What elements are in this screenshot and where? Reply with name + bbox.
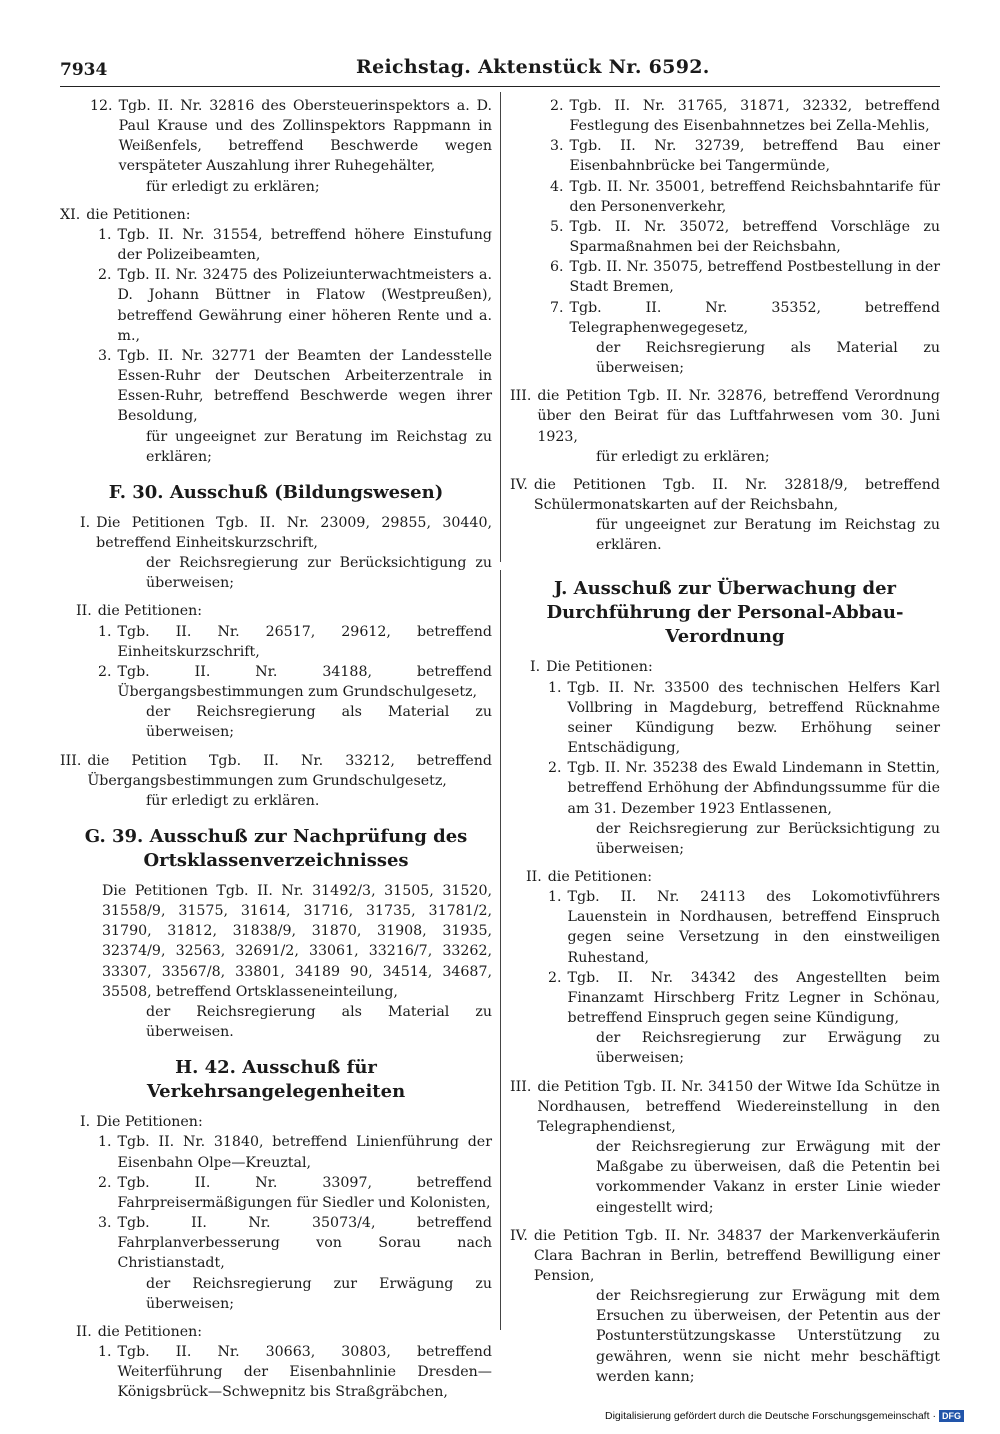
item-text: Tgb. II. Nr. 26517, 29612, betreffend Einheitskurzschrift, bbox=[117, 623, 492, 660]
item-text: Tgb. II. Nr. 32816 des Obersteuerinspektors a. D. Paul Krause und des Zollinspektors Rappmann in Weißenfels, betreffend Beschwerde wegen verspäteter Auszahlung ihrer Ruhegehälter, bbox=[118, 98, 492, 175]
section-head: Die Petitionen: bbox=[96, 1114, 203, 1131]
list-item bbox=[510, 678, 940, 759]
item-text: Tgb. II. Nr. 31840, betreffend Linienführung der Eisenbahn Olpe—Kreuztal, bbox=[117, 1134, 492, 1171]
item-text: Tgb. II. Nr. 30663, 30803, betreffend Weiterführung der Eisenbahnlinie Dresden—Königsbrück—Schwepnitz bis Straßgräbchen, bbox=[117, 1343, 492, 1401]
list-item bbox=[60, 265, 492, 346]
item-text: die Petition Tgb. II. Nr. 34150 der Witwe Ida Schütze in Nordhausen, betreffend Wiedereinstellung in den Telegraphendienst, bbox=[537, 1078, 940, 1135]
item-label: 12. bbox=[90, 98, 113, 114]
item-text: die Petition Tgb. II. Nr. 34837 der Markenverkäuferin Clara Bachran in Berlin, betreffend Bewilligung einer Pension, bbox=[533, 1227, 940, 1284]
list-item bbox=[60, 1173, 492, 1213]
roman-label: I. bbox=[530, 659, 541, 676]
roman-label: I. bbox=[80, 1114, 91, 1131]
section-head: die Petitionen: bbox=[97, 603, 203, 620]
item-text: Tgb. II. Nr. 35238 des Ewald Lindemann in Stettin, betreffend Erhöhung der Abfindungssumme für die am 31. Dezember 1923 Entlassenen, bbox=[567, 760, 940, 817]
roman-label: III. bbox=[510, 1078, 532, 1095]
roman-label: III. bbox=[510, 388, 532, 405]
section-j-i bbox=[510, 657, 940, 677]
verdict: der Reichsregierung als Material zu überweisen; bbox=[596, 339, 940, 377]
item-label: 1. bbox=[548, 679, 562, 696]
section-iv bbox=[510, 475, 940, 515]
section-iii bbox=[510, 386, 940, 446]
right-column bbox=[510, 96, 940, 1387]
list-item bbox=[60, 1342, 492, 1402]
item-text: Tgb. II. Nr. 34188, betreffend Übergangsbestimmungen zum Grundschulgesetz, bbox=[117, 663, 492, 701]
item-label: 2. bbox=[98, 663, 112, 680]
section-head: die Petitionen: bbox=[547, 869, 653, 885]
roman-label: III. bbox=[60, 752, 82, 769]
item-text: Tgb. II. Nr. 35072, betreffend Vorschläge zu Sparmaßnahmen bei der Reichsbahn, bbox=[569, 218, 940, 256]
section-xi bbox=[60, 205, 492, 225]
item-label: 2. bbox=[550, 98, 564, 114]
list-item bbox=[510, 177, 940, 217]
list-item bbox=[510, 298, 940, 338]
header-rule bbox=[60, 86, 940, 87]
item-text: Tgb. II. Nr. 31765, 31871, 32332, betreffend Festlegung des Eisenbahnnetzes bei Zella-Mehlis, bbox=[569, 98, 940, 135]
item-text: Tgb. II. Nr. 32739, betreffend Bau einer Eisenbahnbrücke bei Tangermünde, bbox=[569, 138, 940, 175]
verdict: für ungeeignet zur Beratung im Reichstag zu erklären; bbox=[146, 428, 492, 465]
section-heading-h: H. 42. Ausschuß für Verkehrsangelegenheiten bbox=[146, 1057, 406, 1103]
item-label: 5. bbox=[550, 218, 564, 235]
section-h-ii bbox=[60, 1322, 492, 1342]
item-label: 6. bbox=[550, 259, 564, 276]
list-item bbox=[60, 662, 492, 702]
verdict: der Reichsregierung zur Erwägung mit der Maßgabe zu überweisen, daß die Petentin bei vorkommender Vakanz in erster Linie wieder eingestellt wird; bbox=[596, 1139, 940, 1216]
item-label: 1. bbox=[98, 623, 112, 640]
section-f-iii bbox=[60, 751, 492, 791]
roman-label: XI. bbox=[60, 206, 81, 223]
item-text: Tgb. II. Nr. 32771 der Beamten der Landesstelle Essen-Ruhr der Deutschen Arbeiterzentrale in Essen-Ruhr, betreffend Beschwerde wegen ihrer Besoldung, bbox=[117, 347, 492, 425]
section-j-ii bbox=[510, 867, 940, 887]
item-text: die Petitionen Tgb. II. Nr. 32818/9, betreffend Schülermonatskarten auf der Reichsbahn, bbox=[533, 476, 940, 513]
verdict: für erledigt zu erklären; bbox=[146, 178, 320, 195]
list-item bbox=[60, 1132, 492, 1172]
item-label: 1. bbox=[98, 1343, 112, 1360]
list-item bbox=[60, 622, 492, 662]
list-item bbox=[510, 968, 940, 1028]
item-label: 2. bbox=[98, 1174, 112, 1191]
footer-credit bbox=[605, 1410, 964, 1422]
list-item bbox=[510, 136, 940, 176]
item-text: Tgb. II. Nr. 32475 des Polizeiunterwachtmeisters a. D. Johann Büttner in Flatow (Westpreußen), betreffend Gewährung einer höheren Rente und a. m., bbox=[117, 267, 492, 344]
item-label: 1. bbox=[548, 889, 562, 906]
item-text: Die Petitionen Tgb. II. Nr. 23009, 29855, 30440, betreffend Einheitskurzschrift, bbox=[96, 514, 492, 551]
section-heading-f: F. 30. Ausschuß (Bildungswesen) bbox=[108, 481, 444, 503]
roman-label: I. bbox=[80, 514, 91, 531]
item-text: Tgb. II. Nr. 33097, betreffend Fahrpreisermäßigungen für Siedler und Kolonisten, bbox=[117, 1174, 492, 1211]
item-text: Tgb. II. Nr. 31554, betreffend höhere Einstufung der Polizeibeamten, bbox=[117, 226, 492, 264]
list-item bbox=[510, 96, 940, 136]
section-f-i bbox=[60, 513, 492, 553]
column-divider-upper bbox=[500, 92, 501, 562]
verdict: der Reichsregierung als Material zu überweisen; bbox=[146, 704, 492, 741]
roman-label: IV. bbox=[510, 1227, 528, 1244]
running-title: Reichstag. Aktenstück Nr. 6592. bbox=[356, 56, 710, 78]
verdict: der Reichsregierung zur Erwägung mit dem Ersuchen zu überweisen, der Petentin aus der Postunterstützungskasse Unterstützung zu gewähren, wenn sie nicht mehr beschäftigt werden kann; bbox=[596, 1288, 940, 1385]
verdict: der Reichsregierung zur Erwägung zu überweisen; bbox=[596, 1030, 940, 1067]
section-h-i bbox=[60, 1112, 492, 1132]
roman-label: II. bbox=[526, 869, 542, 885]
list-item bbox=[60, 1213, 492, 1273]
section-j-iv bbox=[510, 1226, 940, 1286]
item-label: 3. bbox=[98, 347, 112, 364]
section-heading-g: G. 39. Ausschuß zur Nachprüfung des Ortsklassenverzeichnisses bbox=[84, 826, 468, 871]
list-item bbox=[60, 346, 492, 427]
item-label: 1. bbox=[98, 226, 112, 243]
item-label: 4. bbox=[550, 178, 564, 195]
item-text: Tgb. II. Nr. 35075, betreffend Postbestellung in der Stadt Bremen, bbox=[569, 259, 940, 296]
section-j-iii bbox=[510, 1077, 940, 1137]
list-item bbox=[510, 887, 940, 968]
item-12 bbox=[60, 96, 492, 177]
footer-separator: · bbox=[932, 1410, 936, 1422]
verdict: der Reichsregierung als Material zu überweisen. bbox=[146, 1003, 492, 1041]
verdict: der Reichsregierung zur Erwägung zu überweisen; bbox=[146, 1275, 492, 1312]
section-g-text: Die Petitionen Tgb. II. Nr. 31492/3, 31505, 31520, 31558/9, 31575, 31614, 31716, 31735, 31781/2, 31790, 31812, 31838/9, 31870, 31908, 31935, 32374/9, 32563, 32691/2, 33061, 33216/7, 33262, 33307, 33567/8, 33801, 34189 90, 34514, 34687, 35508, betreffend Ortsklasseneinteilung, bbox=[102, 883, 492, 1000]
item-text: Tgb. II. Nr. 35001, betreffend Reichsbahntarife für den Personenverkehr, bbox=[569, 178, 940, 215]
item-text: die Petition Tgb. II. Nr. 32876, betreffend Verordnung über den Beirat für das Luftfahrwesen vom 30. Juni 1923, bbox=[537, 388, 940, 445]
page-header bbox=[60, 56, 940, 88]
verdict: für erledigt zu erklären; bbox=[596, 448, 770, 465]
item-text: Tgb. II. Nr. 33500 des technischen Helfers Karl Vollbring in Magdeburg, betreffend Rücknahme seiner Kündigung bezw. Erhöhung seiner Entschädigung, bbox=[567, 679, 940, 757]
list-item bbox=[60, 225, 492, 265]
item-label: 2. bbox=[98, 267, 112, 284]
verdict: der Reichsregierung zur Berücksichtigung zu überweisen; bbox=[146, 555, 492, 592]
list-item bbox=[510, 257, 940, 297]
item-text: die Petition Tgb. II. Nr. 33212, betreffend Übergangsbestimmungen zum Grundschulgesetz, bbox=[87, 752, 492, 789]
item-label: 7. bbox=[550, 299, 564, 316]
footer-text: Digitalisierung gefördert durch die Deutsche Forschungsgemeinschaft bbox=[604, 1410, 930, 1422]
section-head: Die Petitionen: bbox=[546, 659, 653, 676]
section-f-ii bbox=[60, 601, 492, 621]
verdict: der Reichsregierung zur Berücksichtigung zu überweisen; bbox=[596, 820, 940, 857]
verdict: für erledigt zu erklären. bbox=[146, 792, 320, 809]
list-item bbox=[510, 217, 940, 257]
item-text: Tgb. II. Nr. 35073/4, betreffend Fahrplanverbesserung von Sorau nach Christianstadt, bbox=[117, 1215, 492, 1272]
item-label: 3. bbox=[550, 138, 564, 155]
item-label: 2. bbox=[548, 969, 562, 986]
list-item bbox=[510, 758, 940, 818]
page-number: 7934 bbox=[60, 60, 108, 80]
item-text: Tgb. II. Nr. 24113 des Lokomotivführers Lauenstein in Nordhausen, betreffend Einspruch gegen seine Versetzung in den einstweiligen Ruhestand, bbox=[567, 889, 940, 966]
left-column bbox=[60, 96, 492, 1402]
item-label: 3. bbox=[98, 1215, 112, 1232]
section-head: die Petitionen: bbox=[86, 206, 191, 223]
item-label: 1. bbox=[98, 1134, 112, 1151]
roman-label: IV. bbox=[510, 476, 528, 493]
item-label: 2. bbox=[548, 760, 562, 777]
verdict: für ungeeignet zur Beratung im Reichstag zu erklären. bbox=[596, 517, 940, 554]
item-text: Tgb. II. Nr. 35352, betreffend Telegraphenwegegesetz, bbox=[569, 299, 940, 336]
item-text: Tgb. II. Nr. 34342 des Angestellten beim Finanzamt Hirschberg Fritz Legner in Schönau, betreffend Einspruch gegen seine Kündigung, bbox=[567, 969, 940, 1027]
section-heading-j: J. Ausschuß zur Überwachung der Durchführung der Personal-Abbau-Verordnung bbox=[546, 578, 904, 648]
dfg-logo: DFG bbox=[939, 1410, 964, 1422]
roman-label: II. bbox=[76, 1323, 92, 1340]
column-divider-lower bbox=[500, 570, 501, 1330]
roman-label: II. bbox=[76, 603, 92, 620]
section-head: die Petitionen: bbox=[97, 1323, 203, 1340]
